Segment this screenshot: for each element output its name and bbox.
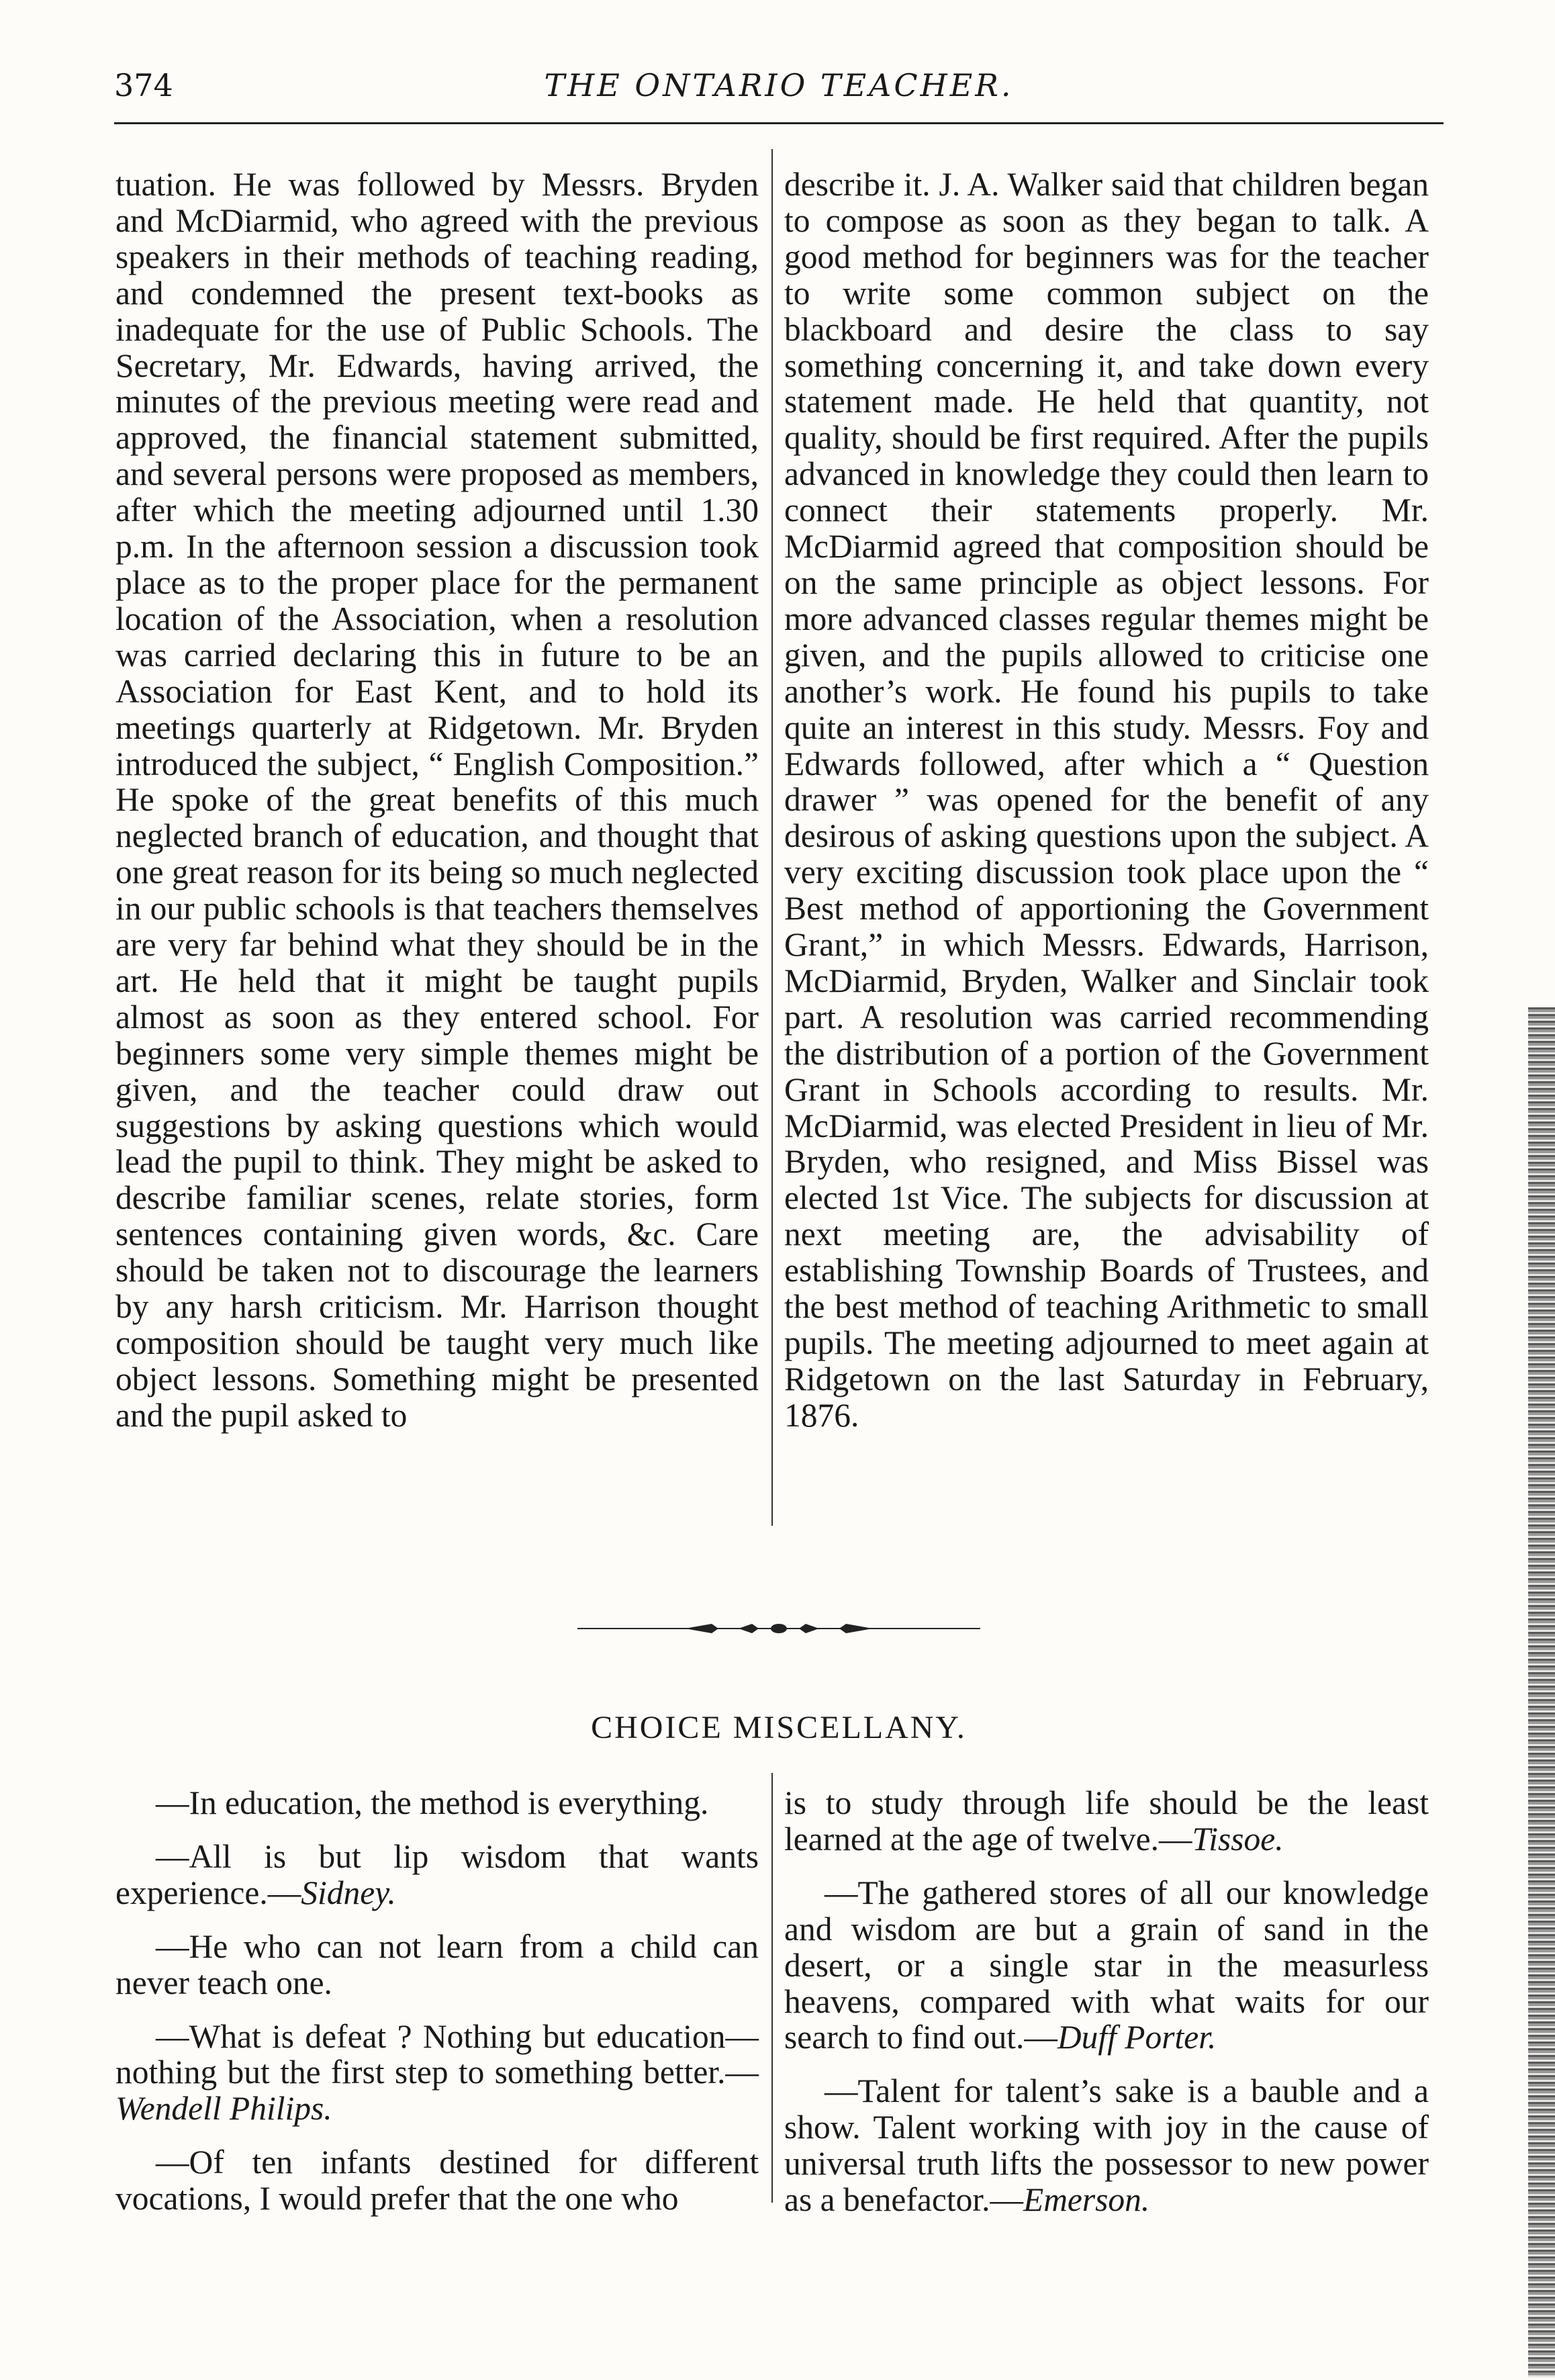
- quote-item: —He who can not learn from a child can never teach one.: [115, 1927, 759, 2001]
- quote-item: —Of ten infants destined for different vocations, I would prefer that the one who: [115, 2144, 759, 2217]
- column-divider-bottom: [771, 1773, 773, 2203]
- running-title: THE ONTARIO TEACHER.: [544, 67, 1014, 103]
- quote-attribution: Emerson.: [1023, 2181, 1150, 2219]
- quote-attribution: Duff Porter.: [1057, 2019, 1217, 2056]
- column-divider-top: [771, 149, 773, 1526]
- page-number: 374: [114, 67, 173, 103]
- section-title: CHOICE MISCELLANY.: [591, 1710, 967, 1745]
- quote-attribution: Wendell Philips.: [115, 2090, 332, 2127]
- scan-edge: [1528, 1007, 1555, 2377]
- quote-item: —All is but lip wisdom that wants experience.—Sidney.: [115, 1837, 759, 1911]
- miscellany-left-column: [115, 1785, 759, 2234]
- quote-item: is to study through life should be the least learned at the age of twelve.—Tissoe.: [784, 1784, 1429, 1858]
- header-rule: [114, 122, 1444, 124]
- report-left-column: [115, 167, 759, 1434]
- quote-item: —In education, the method is everything.: [156, 1784, 709, 1821]
- miscellany-right-column: [784, 1785, 1429, 2236]
- report-right-column: [784, 167, 1429, 1434]
- section-ornament: [577, 1618, 980, 1639]
- quote-item: —The gathered stores of all our knowledge and wisdom are but a grain of sand in the desert, or a single star in the measurless heavens, compared with what waits for our search to find out.—Duff Porter.: [784, 1874, 1429, 2056]
- quote-item: —Talent for talent’s sake is a bauble and a show. Talent working with joy in the cause of universal truth lifts the possessor to new power as a benefactor.—Emerson.: [784, 2072, 1429, 2219]
- page-header: [114, 67, 1444, 114]
- quote-attribution: Tissoe.: [1192, 1820, 1284, 1858]
- quote-item: —What is defeat ? Nothing but education—nothing but the first step to something better.—Wendell Philips.: [115, 2017, 759, 2127]
- report-left-text: tuation. He was followed by Messrs. Bryden and McDiarmid, who agreed with the previous speakers in their methods of teaching reading, and condemned the present text-books as inadequate for the use of Public Schools. The Secretary, Mr. Edwards, having arrived, the minutes of the previous meeting were read and approved, the financial statement submitted, and several persons were proposed as members, after which the meeting adjourned until 1.30 p.m. In the afternoon session a discussion took place as to the proper place for the permanent location of the Association, when a resolution was carried declaring this in future to be an Association for East Kent, and to hold its meetings quarterly at Ridgetown. Mr. Bryden introduced the subject, “ English Composition.” He spoke of the great benefits of this much neglected branch of education, and thought that one great reason for its being so much neglected in our public schools is that teachers themselves are very far behind what they should be in the art. He held that it might be taught pupils almost as soon as they entered school. For beginners some very simple themes might be given, and the teacher could draw out suggestions by asking questions which would lead the pupil to think. They might be asked to describe familiar scenes, relate stories, form sentences containing given words, &c. Care should be taken not to discourage the learners by any harsh criticism. Mr. Harrison thought composition should be taught very much like object lessons. Something might be presented and the pupil asked to: [115, 166, 759, 1434]
- report-right-text: describe it. J. A. Walker said that children began to compose as soon as they began to talk. A good method for beginners was for the teacher to write some common subject on the blackboard and desire the class to say something concerning it, and take down every statement made. He held that quantity, not quality, should be first required. After the pupils advanced in knowledge they could then learn to connect their statements properly. Mr. McDiarmid agreed that composition should be on the same principle as object lessons. For more advanced classes regular themes might be given, and the pupils allowed to criticise one another’s work. He found his pupils to take quite an interest in this study. Messrs. Foy and Edwards followed, after which a “ Question drawer ” was opened for the benefit of any desirous of asking questions upon the subject. A very exciting discussion took place upon the “ Best method of apportioning the Government Grant,” in which Messrs. Edwards, Harrison, McDiarmid, Bryden, Walker and Sinclair took part. A resolution was carried recommending the distribution of a portion of the Government Grant in Schools according to results. Mr. McDiarmid, was elected President in lieu of Mr. Bryden, who resigned, and Miss Bissel was elected 1st Vice. The subjects for discussion at next meeting are, the advisability of establishing Township Boards of Trustees, and the best method of teaching Arithmetic to small pupils. The meeting adjourned to meet again at Ridgetown on the last Saturday in February, 1876.: [784, 166, 1429, 1434]
- quote-attribution: Sidney.: [301, 1874, 396, 1911]
